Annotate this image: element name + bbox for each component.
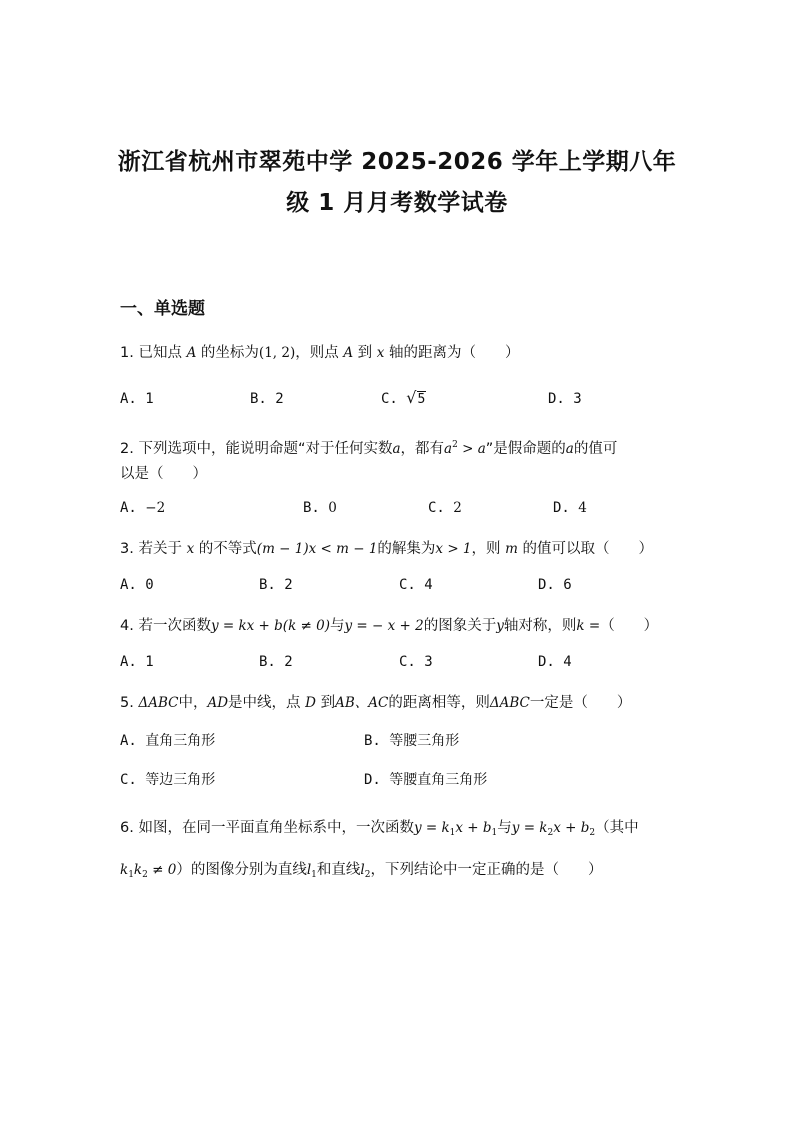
q6-text-1: 6. 如图，在同一平面直角坐标系中，一次函数	[120, 820, 414, 836]
q3-var-m: m	[505, 541, 518, 557]
q1-text-4: 到	[353, 345, 377, 361]
q6-cond-k1: k	[120, 862, 129, 878]
q6-text-6: ，下列结论中一定正确的是（ ）	[370, 862, 603, 878]
question-1	[120, 341, 520, 362]
q1-coordinate: (1, 2)	[258, 345, 296, 361]
q1-text-2: 的坐标为	[196, 345, 259, 361]
q5-option-a: A. 直角三角形	[120, 733, 216, 749]
q6-line-l2-sub: 2	[364, 870, 371, 880]
q4-var-k: k =	[576, 618, 601, 634]
q2-option-b	[303, 500, 337, 516]
q3-text-2: 的不等式	[194, 541, 257, 557]
q3-option-d: D. 6	[538, 577, 572, 593]
q2-text-2: ，都有	[400, 441, 445, 457]
q1-option-a: A. 1	[120, 391, 154, 407]
q1-point-a: A	[186, 345, 197, 361]
q3-option-c: C. 4	[399, 577, 433, 593]
q4-text-4: 轴对称，则	[503, 618, 577, 634]
q4-var-y: y	[496, 618, 504, 634]
q2-option-a-label: A.	[120, 500, 146, 516]
q5-sides: AB、AC	[335, 695, 389, 711]
question-2-line2: 以是（ ）	[120, 466, 207, 482]
q6-line-l2: l	[360, 862, 365, 878]
q3-text-3: 的解集为	[377, 541, 436, 557]
question-2	[120, 437, 617, 458]
q2-text-3: ”是假命题的	[485, 441, 566, 457]
q6-text-3: （其中	[595, 820, 639, 836]
q2-option-a-value: −2	[145, 500, 166, 516]
q1-option-c-radicand: 5	[417, 392, 426, 407]
q6-f2-x: x + b	[553, 820, 590, 836]
q6-line-l1: l	[306, 862, 312, 878]
q4-function-1: y = kx + b(k ≠ 0)	[210, 618, 331, 634]
q2-var-a-2: a	[565, 441, 574, 457]
q5-segment-ad: AD	[207, 695, 229, 711]
q3-option-a: A. 0	[120, 577, 154, 593]
q2-text-1: 2. 下列选项中，能说明命题“对于任何实数	[120, 441, 393, 457]
q4-text-5: （ ）	[600, 618, 659, 634]
q4-function-2: y = − x + 2	[344, 618, 424, 634]
q1-option-b: B. 2	[250, 391, 284, 407]
q1-x-axis: x	[376, 345, 385, 361]
q2-option-c-label: C.	[428, 500, 454, 516]
q5-text-5: 的距离相等，则	[388, 695, 490, 711]
q5-triangle-2: ΔABC	[489, 695, 530, 711]
q6-cond-sub1: 1	[128, 870, 134, 880]
q3-text-1: 3. 若关于	[120, 541, 187, 557]
q2-option-d-label: D.	[553, 500, 579, 516]
exam-title-line2: 级 1 月月考数学试卷	[286, 190, 508, 216]
q6-text-4: ）的图像分别为直线	[176, 862, 307, 878]
q1-option-d: D. 3	[548, 391, 582, 407]
q4-text-2: 与	[330, 618, 345, 634]
q5-text-6: 一定是（ ）	[529, 695, 632, 711]
exam-title-line1: 浙江省杭州市翠苑中学 2025-2026 学年上学期八年	[117, 149, 677, 175]
q6-text-5: 和直线	[316, 862, 361, 878]
q2-option-b-value: 0	[328, 500, 337, 516]
q6-f2-sub1: 2	[547, 828, 554, 838]
q1-point-a-2: A	[343, 345, 354, 361]
q5-text-3: 是中线，点	[228, 695, 306, 711]
q6-cond-sub2: 2	[142, 870, 148, 880]
q2-option-d	[553, 500, 587, 516]
q2-option-c-value: 2	[453, 500, 462, 516]
q4-option-a: A. 1	[120, 654, 154, 670]
q1-text-5: 轴的距离为（ ）	[384, 345, 520, 361]
q1-option-c-label: C.	[381, 391, 407, 407]
q6-cond-k2: k	[133, 862, 143, 878]
q2-option-c	[428, 500, 462, 516]
question-3	[120, 537, 653, 558]
q5-text-2: 中，	[178, 695, 208, 711]
q3-text-4: ，则	[471, 541, 506, 557]
q5-text-1: 5.	[120, 695, 139, 711]
q5-point-d: D	[305, 695, 316, 711]
q6-cond-rest: ≠ 0	[147, 862, 177, 878]
sqrt-icon: √	[406, 388, 417, 407]
q3-text-5: 的值可以取（ ）	[517, 541, 654, 557]
q5-text-4: 到	[315, 695, 336, 711]
q6-f2-y: y = k	[511, 820, 548, 836]
q4-option-c: C. 3	[399, 654, 433, 670]
q2-option-b-label: B.	[303, 500, 329, 516]
q2-option-a	[120, 500, 165, 516]
q3-var-x: x	[186, 541, 195, 557]
q4-text-3: 的图象关于	[423, 618, 497, 634]
q6-f1-sub2: 1	[491, 828, 498, 838]
q2-option-d-value: 4	[578, 500, 587, 516]
q5-option-c: C. 等边三角形	[120, 772, 216, 788]
q5-option-b: B. 等腰三角形	[364, 733, 460, 749]
section-heading-single-choice: 一、单选题	[120, 299, 205, 319]
q6-f1-y: y = k	[413, 820, 450, 836]
q1-text-1: 1. 已知点	[120, 345, 187, 361]
question-4	[120, 614, 658, 635]
q2-var-a: a	[392, 441, 401, 457]
q6-f2-sub2: 2	[589, 828, 596, 838]
q3-option-b: B. 2	[259, 577, 293, 593]
q2-text-4: 的值可	[573, 441, 618, 457]
q3-solution: x > 1	[435, 541, 472, 557]
q6-text-2: 与	[497, 820, 512, 836]
q2-ineq-exp: 2	[452, 440, 458, 450]
q5-option-d: D. 等腰直角三角形	[364, 772, 488, 788]
q6-f1-sub1: 1	[449, 828, 456, 838]
q1-option-c	[381, 388, 426, 407]
q5-triangle: ΔABC	[138, 695, 179, 711]
q6-f1-x: x + b	[455, 820, 492, 836]
q3-inequality: (m − 1)x < m − 1	[256, 541, 378, 557]
q4-text-1: 4. 若一次函数	[120, 618, 211, 634]
q2-ineq-rest: > a	[457, 441, 486, 457]
q4-option-d: D. 4	[538, 654, 572, 670]
question-6-line2	[120, 858, 602, 880]
q2-ineq-base: a	[444, 441, 453, 457]
q6-line-l1-sub: 1	[311, 870, 317, 880]
q1-text-3: ，则点	[295, 345, 344, 361]
q4-option-b: B. 2	[259, 654, 293, 670]
question-5	[120, 691, 631, 712]
question-6	[120, 816, 639, 838]
